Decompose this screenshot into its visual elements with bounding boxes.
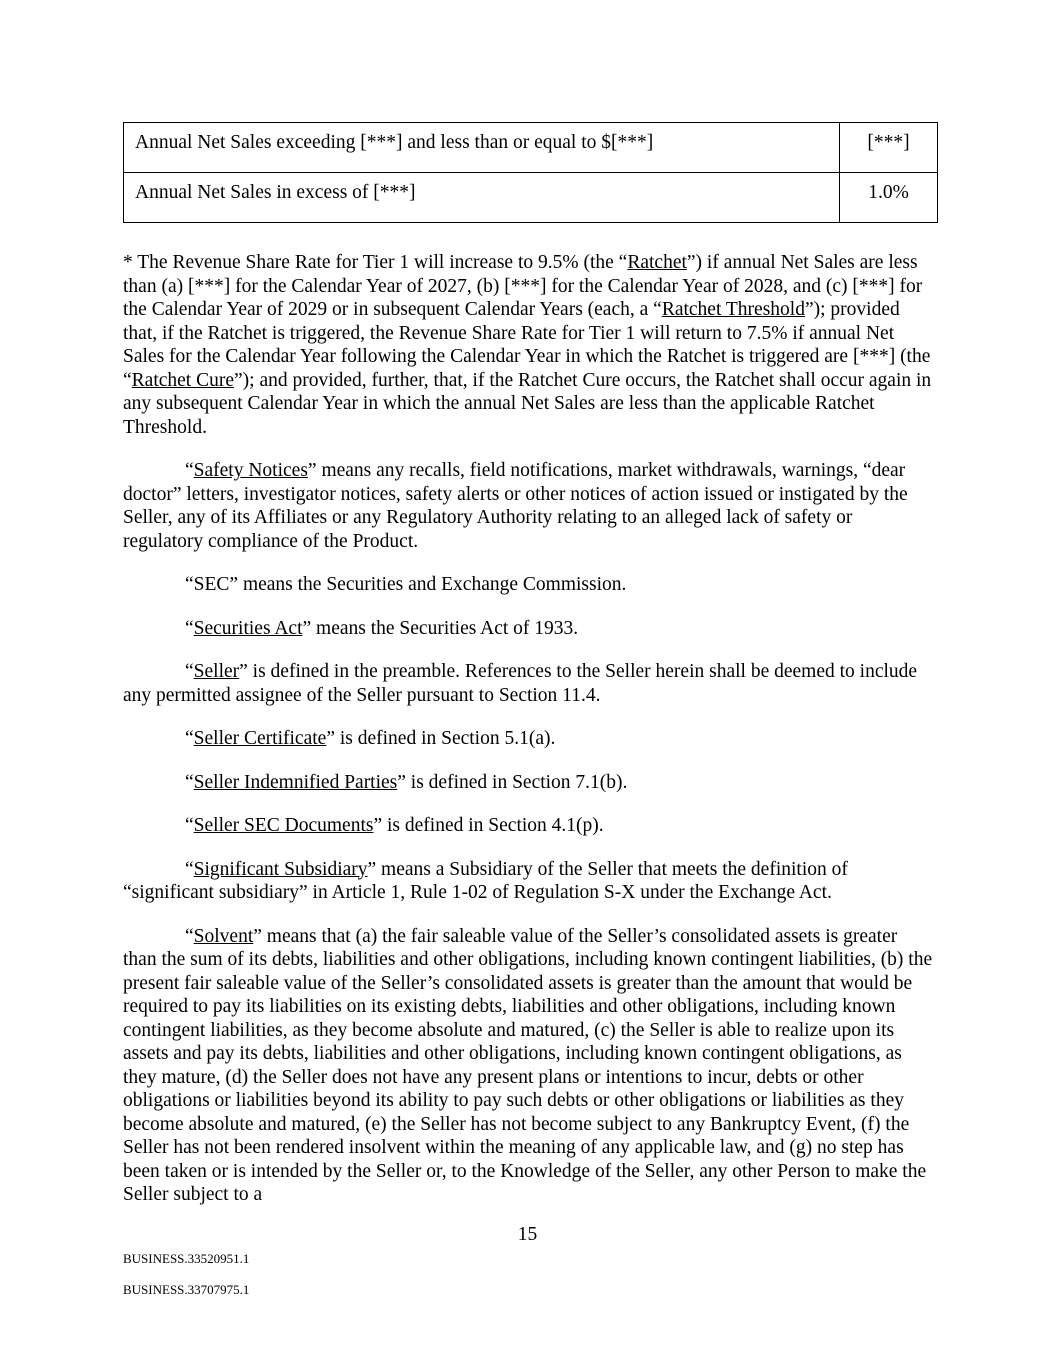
- paragraph: [123, 925, 935, 1207]
- footer-doc-id: BUSINESS.33707975.1: [123, 1282, 250, 1297]
- paragraph-text: “: [185, 661, 194, 682]
- paragraph-text: “: [185, 617, 194, 639]
- defined-term: Securities Act: [193, 617, 303, 639]
- paragraph: [123, 727, 935, 751]
- table-row: [124, 173, 938, 223]
- paragraph-text: ”); provided that, if the Ratchet is triggered, the Revenue Share Rate for Tier 1 will return to 7.5% if annual Net Sales for the Calendar Year following the Calendar Year in which the Ratchet is triggered are [***] (the “: [123, 299, 931, 391]
- page-number: 15: [517, 1224, 538, 1245]
- defined-term: Significant Subsidiary: [193, 858, 368, 880]
- paragraph-text: ” is defined in Section 5.1(a).: [326, 728, 556, 749]
- defined-term: Solvent: [193, 925, 254, 947]
- defined-term: Seller Indemnified Parties: [193, 771, 398, 793]
- document-content: [123, 122, 935, 1227]
- paragraph: [123, 251, 935, 439]
- defined-term: Ratchet Threshold: [661, 299, 805, 320]
- table-row: [124, 123, 938, 173]
- defined-term: Ratchet: [627, 252, 687, 273]
- paragraph-text: ” is defined in the preamble. References to the Seller herein shall be deemed to include any permitted assignee of the Seller pursuant to Section 11.4.: [123, 661, 918, 706]
- document-body: [123, 251, 935, 1207]
- table-cell-value: [***]: [840, 123, 938, 173]
- paragraph-text: “: [185, 815, 194, 836]
- table-cell-value: 1.0%: [840, 173, 938, 223]
- paragraph-text: “: [185, 728, 194, 749]
- paragraph-text: ” means that (a) the fair saleable value of the Seller’s consolidated assets is greater than the sum of its debts, liabilities and other obligations, including known contingent liabilities, (b) the present fair saleable value of the Seller’s consolidated assets is greater than the amount that would be required to pay its liabilities on its existing debts, liabilities and other obligations, including known contingent liabilities, as they become absolute and matured, (c) the Seller is able to realize upon its assets and pay its debts, liabilities and other obligations, including known contingent obligations, as they mature, (d) the Seller does not have any present plans or intentions to incur, debts or other obligations or liabilities beyond its ability to pay such debts or other obligations or liabilities as they become absolute and matured, (e) the Seller has not become subject to any Bankruptcy Event, (f) the Seller has not been rendered insolvent within the meaning of any applicable law, and (g) no step has been taken or is intended by the Seller or, to the Knowledge of the Seller, any other Person to make the Seller subject to a: [123, 925, 933, 1205]
- table-cell-label: Annual Net Sales exceeding [***] and less than or equal to $[***]: [124, 123, 840, 173]
- paragraph-text: ” is defined in Section 4.1(p).: [373, 815, 604, 836]
- revenue-share-table: [123, 122, 938, 223]
- paragraph-text: ”); and provided, further, that, if the Ratchet Cure occurs, the Ratchet shall occur again in any subsequent Calendar Year in which the annual Net Sales are less than the applicable Ratchet Threshold.: [123, 369, 932, 438]
- paragraph-text: ” means any recalls, field notifications, market withdrawals, warnings, “dear doctor” letters, investigator notices, safety alerts or other notices of action issued or instigated by the Seller, any of its Affiliates or any Regulatory Authority relating to an alleged lack of safety or regulatory compliance of the Product.: [123, 460, 908, 552]
- defined-term: Seller SEC Documents: [193, 815, 374, 836]
- paragraph: [123, 459, 935, 553]
- paragraph-text: ” means a Subsidiary of the Seller that meets the definition of “significant subsidiary” in Article 1, Rule 1-02 of Regulation S-X under the Exchange Act.: [123, 858, 848, 903]
- paragraph: [123, 858, 935, 905]
- paragraph: [123, 573, 935, 597]
- table-cell-label: Annual Net Sales in excess of [***]: [124, 173, 840, 223]
- paragraph-text: “SEC” means the Securities and Exchange Commission.: [185, 574, 627, 595]
- paragraph: [123, 617, 935, 641]
- paragraph: [123, 771, 935, 795]
- paragraph-text: ” means the Securities Act of 1933.: [302, 617, 579, 639]
- paragraph-text: “: [185, 925, 194, 947]
- paragraph-text: ”) if annual Net Sales are less than (a) [***] for the Calendar Year of 2027, (b) [***] for the Calendar Year of 2028, and (c) [***] for the Calendar Year of 2029 or in subsequent Calendar Years (each, a “: [123, 252, 923, 320]
- defined-term: Seller: [193, 661, 240, 682]
- paragraph-text: “: [185, 858, 194, 880]
- paragraph: [123, 814, 935, 838]
- defined-term: Seller Certificate: [193, 728, 327, 749]
- paragraph-text: “: [185, 771, 194, 793]
- paragraph: [123, 660, 935, 707]
- paragraph-text: “: [185, 460, 194, 481]
- paragraph-text: * The Revenue Share Rate for Tier 1 will increase to 9.5% (the “: [123, 252, 628, 273]
- defined-term: Ratchet Cure: [131, 369, 234, 391]
- footer-doc-id: BUSINESS.33520951.1: [123, 1251, 250, 1266]
- defined-term: Safety Notices: [193, 460, 308, 481]
- paragraph-text: ” is defined in Section 7.1(b).: [397, 771, 628, 793]
